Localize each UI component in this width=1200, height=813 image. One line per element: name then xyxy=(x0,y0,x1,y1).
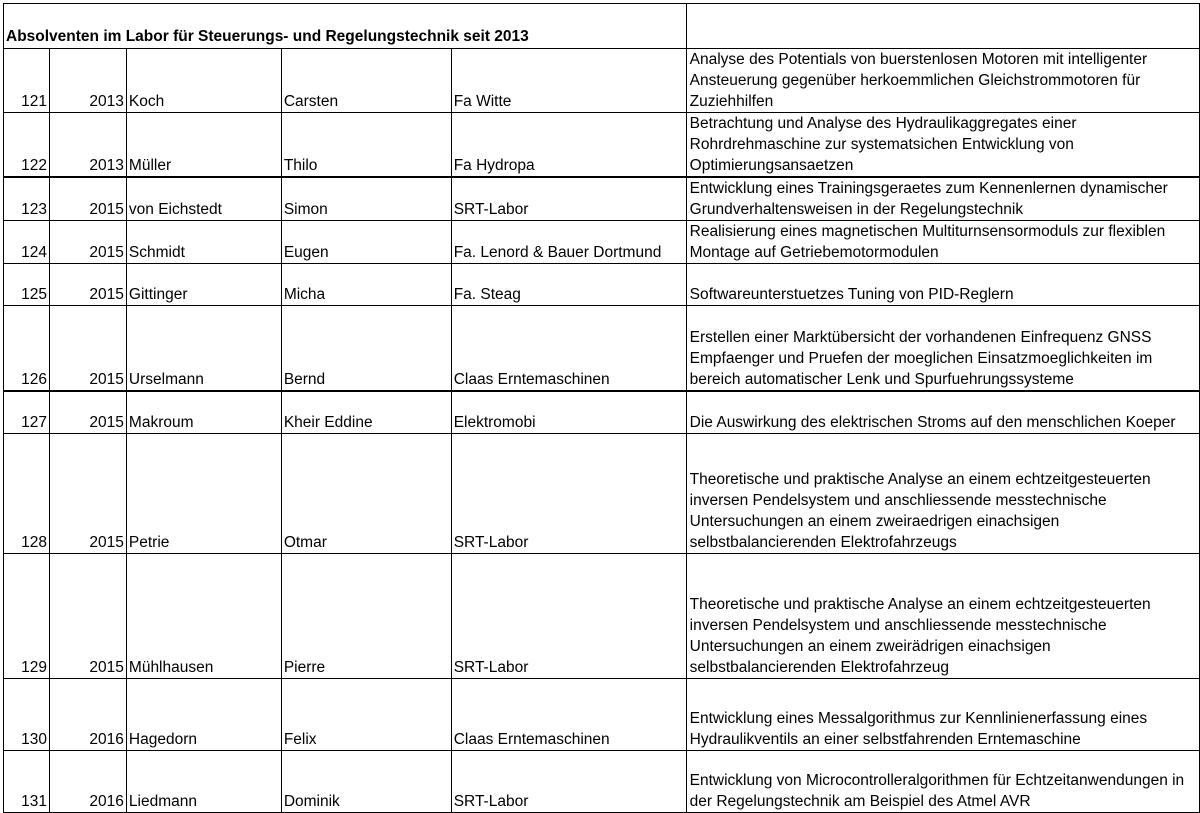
cell-year[interactable]: 2015 xyxy=(49,221,126,264)
cell-year[interactable]: 2016 xyxy=(49,751,126,813)
cell-nr[interactable]: 123 xyxy=(4,177,50,221)
cell-nr[interactable]: 127 xyxy=(4,391,50,434)
cell-company[interactable]: Fa Witte xyxy=(451,49,686,113)
cell-year[interactable]: 2013 xyxy=(49,113,126,178)
cell-last-name[interactable]: Petrie xyxy=(126,434,281,554)
cell-topic[interactable]: Analyse des Potentials von buerstenlosen Motoren mit intelligenter Ansteuerung gegenüber herkoemmlichen Gleichstrommotoren für Zuziehhilfen xyxy=(686,49,1199,113)
cell-first-name[interactable]: Kheir Eddine xyxy=(281,391,451,434)
cell-last-name[interactable]: von Eichstedt xyxy=(126,177,281,221)
cell-nr[interactable]: 125 xyxy=(4,264,50,306)
cell-topic[interactable]: Theoretische und praktische Analyse an einem echtzeitgesteuerten inversen Pendelsystem und anschliessende messtechnische Untersuchungen an einem zweiraedrigen einachsigen selbstbalancierenden Elektrofahrzeugs xyxy=(686,434,1199,554)
cell-last-name[interactable]: Schmidt xyxy=(126,221,281,264)
table-row xyxy=(4,751,1200,813)
cell-topic[interactable]: Entwicklung von Microcontrolleralgorithmen für Echtzeitanwendungen in der Regelungstechnik am Beispiel des Atmel AVR xyxy=(686,751,1199,813)
cell-last-name[interactable]: Urselmann xyxy=(126,306,281,391)
cell-topic[interactable]: Betrachtung und Analyse des Hydraulikaggregates einer Rohrdrehmaschine zur systematsichen Entwicklung von Optimierungsansaetzen xyxy=(686,113,1199,178)
cell-first-name[interactable]: Carsten xyxy=(281,49,451,113)
cell-company[interactable]: SRT-Labor xyxy=(451,434,686,554)
table-row xyxy=(4,391,1200,434)
cell-year[interactable]: 2015 xyxy=(49,434,126,554)
cell-nr[interactable]: 126 xyxy=(4,306,50,391)
cell-nr[interactable]: 122 xyxy=(4,113,50,178)
cell-company[interactable]: Claas Erntemaschinen xyxy=(451,679,686,751)
table-row xyxy=(4,49,1200,113)
cell-first-name[interactable]: Felix xyxy=(281,679,451,751)
cell-last-name[interactable]: Makroum xyxy=(126,391,281,434)
cell-nr[interactable]: 129 xyxy=(4,554,50,679)
cell-topic[interactable]: Realisierung eines magnetischen Multiturnsensormoduls zur flexiblen Montage auf Getriebemotormodulen xyxy=(686,221,1199,264)
cell-topic[interactable]: Theoretische und praktische Analyse an einem echtzeitgesteuerten inversen Pendelsystem und anschliessende messtechnische Untersuchungen an einem zweirädrigen einachsigen selbstbalancierenden Elektrofahrzeug xyxy=(686,554,1199,679)
cell-company[interactable]: Claas Erntemaschinen xyxy=(451,306,686,391)
cell-first-name[interactable]: Eugen xyxy=(281,221,451,264)
table-row xyxy=(4,306,1200,391)
cell-nr[interactable]: 130 xyxy=(4,679,50,751)
spreadsheet-table xyxy=(3,3,1200,813)
cell-topic[interactable]: Softwareunterstuetzes Tuning von PID-Reglern xyxy=(686,264,1199,306)
cell-company[interactable]: Fa. Steag xyxy=(451,264,686,306)
cell-last-name[interactable]: Mühlhausen xyxy=(126,554,281,679)
cell-first-name[interactable]: Otmar xyxy=(281,434,451,554)
cell-last-name[interactable]: Liedmann xyxy=(126,751,281,813)
cell-first-name[interactable]: Pierre xyxy=(281,554,451,679)
cell-first-name[interactable]: Simon xyxy=(281,177,451,221)
cell-company[interactable]: SRT-Labor xyxy=(451,554,686,679)
table-row xyxy=(4,679,1200,751)
sheet-title[interactable]: Absolventen im Labor für Steuerungs- und Regelungstechnik seit 2013 xyxy=(4,4,687,49)
table-row xyxy=(4,264,1200,306)
cell-nr[interactable]: 131 xyxy=(4,751,50,813)
title-row xyxy=(4,4,1200,49)
cell-year[interactable]: 2015 xyxy=(49,554,126,679)
cell-nr[interactable]: 128 xyxy=(4,434,50,554)
table-row xyxy=(4,434,1200,554)
cell-topic[interactable]: Erstellen einer Marktübersicht der vorhandenen Einfrequenz GNSS Empfaenger und Pruefen der moeglichen Einsatzmoeglichkeiten im bereich automatischer Lenk und Spurfuehrungssysteme xyxy=(686,306,1199,391)
cell-first-name[interactable]: Dominik xyxy=(281,751,451,813)
cell-last-name[interactable]: Gittinger xyxy=(126,264,281,306)
cell-last-name[interactable]: Koch xyxy=(126,49,281,113)
cell-company[interactable]: Fa Hydropa xyxy=(451,113,686,178)
cell-year[interactable]: 2015 xyxy=(49,177,126,221)
empty-cell[interactable] xyxy=(686,4,1199,49)
cell-nr[interactable]: 124 xyxy=(4,221,50,264)
table-row xyxy=(4,554,1200,679)
cell-nr[interactable]: 121 xyxy=(4,49,50,113)
table-row xyxy=(4,221,1200,264)
cell-year[interactable]: 2015 xyxy=(49,306,126,391)
cell-year[interactable]: 2015 xyxy=(49,264,126,306)
cell-first-name[interactable]: Bernd xyxy=(281,306,451,391)
cell-topic[interactable]: Entwicklung eines Messalgorithmus zur Kennlinienerfassung eines Hydraulikventils an einer selbstfahrenden Erntemaschine xyxy=(686,679,1199,751)
table-row xyxy=(4,113,1200,178)
table-row xyxy=(4,177,1200,221)
cell-first-name[interactable]: Micha xyxy=(281,264,451,306)
cell-company[interactable]: Elektromobi xyxy=(451,391,686,434)
cell-last-name[interactable]: Hagedorn xyxy=(126,679,281,751)
cell-year[interactable]: 2016 xyxy=(49,679,126,751)
cell-year[interactable]: 2015 xyxy=(49,391,126,434)
cell-company[interactable]: SRT-Labor xyxy=(451,177,686,221)
cell-topic[interactable]: Entwicklung eines Trainingsgeraetes zum Kennenlernen dynamischer Grundverhaltensweisen in der Regelungstechnik xyxy=(686,177,1199,221)
cell-topic[interactable]: Die Auswirkung des elektrischen Stroms auf den menschlichen Koeper xyxy=(686,391,1199,434)
cell-company[interactable]: Fa. Lenord & Bauer Dortmund xyxy=(451,221,686,264)
cell-company[interactable]: SRT-Labor xyxy=(451,751,686,813)
cell-year[interactable]: 2013 xyxy=(49,49,126,113)
cell-first-name[interactable]: Thilo xyxy=(281,113,451,178)
cell-last-name[interactable]: Müller xyxy=(126,113,281,178)
